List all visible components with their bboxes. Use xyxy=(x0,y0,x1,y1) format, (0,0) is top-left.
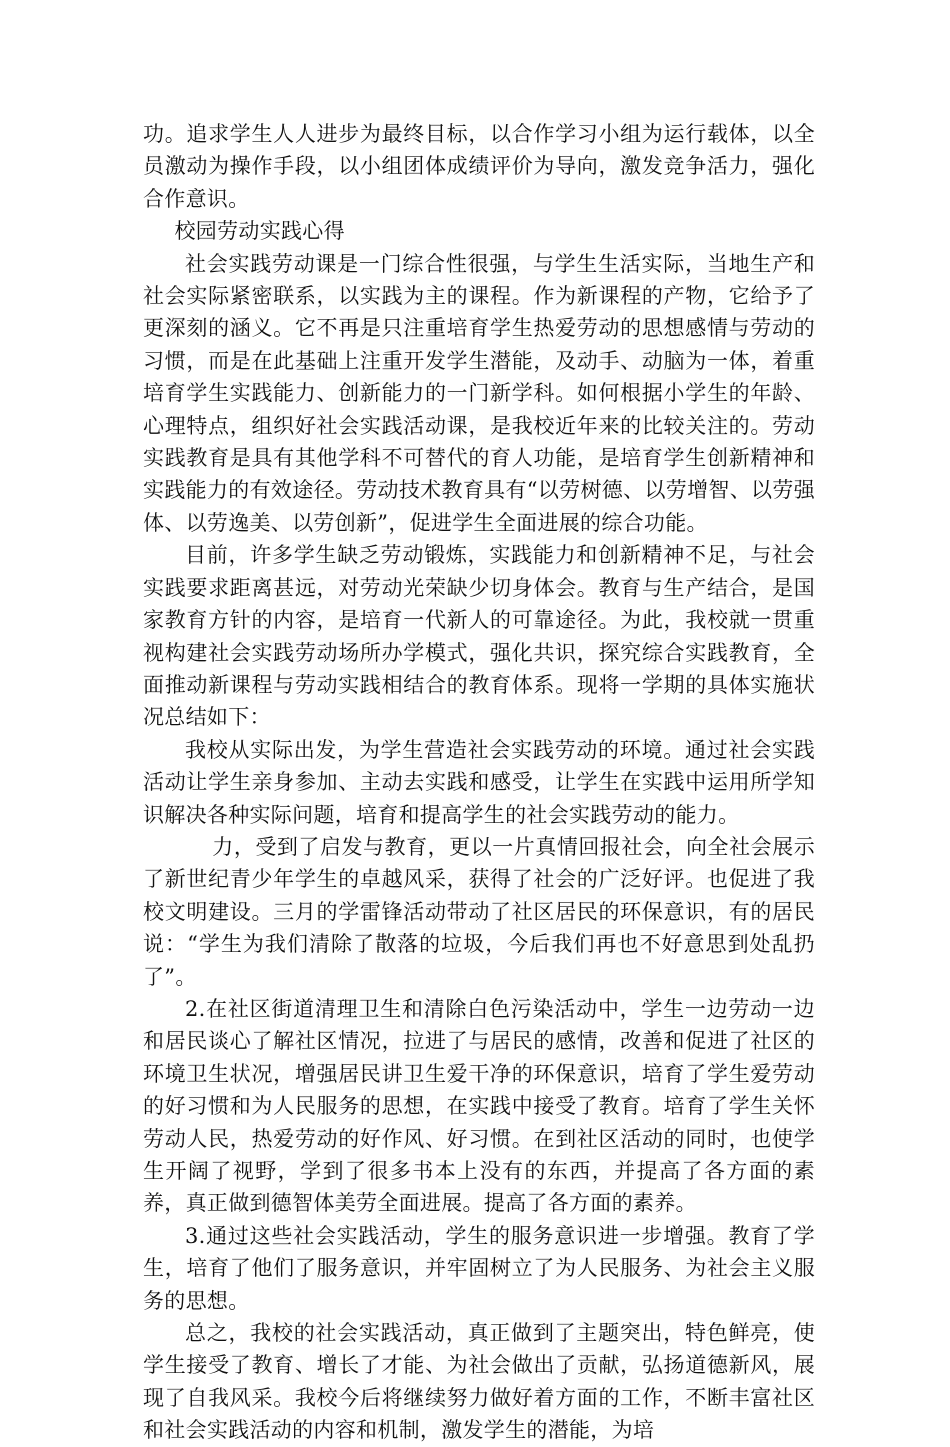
paragraph-inspiration: 力，受到了启发与教育，更以一片真情回报社会，向全社会展示了新世纪青少年学生的卓越风采，获得了社会的广泛好评。也促进了我校文明建设。三月的学雷锋活动带动了社区居民的环保意识，有的居民说：“学生为我们清除了散落的垃圾，今后我们再也不好意思到处乱扔了”。 xyxy=(143,834,815,989)
paragraph-point-3: 3.通过这些社会实践活动，学生的服务意识进一步增强。教育了学生，培育了他们了服务意识，并牢固树立了为人民服务、为社会主义服务的思想。 xyxy=(143,1223,815,1313)
paragraph-continuation: 功。追求学生人人进步为最终目标，以合作学习小组为运行载体，以全员激动为操作手段，以小组团体成绩评价为导向，激发竞争活力，强化合作意识。 xyxy=(143,122,815,211)
paragraph-summary: 总之，我校的社会实践活动，真正做到了主题突出，特色鲜亮，使学生接受了教育、增长了才能、为社会做出了贡献，弘扬道德新风，展现了自我风采。我校今后将继续努力做好着方面的工作，不断丰富社区和社会实践活动的内容和机制，激发学生的潜能，为培 xyxy=(143,1321,815,1443)
document-body xyxy=(143,118,815,1447)
paragraph-point-2: 2.在社区街道清理卫生和清除白色污染活动中，学生一边劳动一边和居民谈心了解社区情况，拉进了与居民的感情，改善和促进了社区的环境卫生状况，增强居民讲卫生爱干净的环保意识，培育了学生爱劳动的好习惯和为人民服务的思想，在实践中接受了教育。培育了学生关怀劳动人民，热爱劳动的好作风、好习惯。在到社区活动的同时，也使学生开阔了视野，学到了很多书本上没有的东西，并提高了各方面的素养，真正做到德智体美劳全面进展。提高了各方面的素养。 xyxy=(143,996,815,1216)
paragraph-current-situation: 目前，许多学生缺乏劳动锻炼，实践能力和创新精神不足，与社会实践要求距离甚远，对劳动光荣缺少切身体会。教育与生产结合，是国家教育方针的内容，是培育一代新人的可靠途径。为此，我校就一贯重视构建社会实践劳动场所办学模式，强化共识，探究综合实践教育，全面推动新课程与劳动实践相结合的教育体系。现将一学期的具体实施状况总结如下： xyxy=(143,543,815,730)
paragraph-environment: 我校从实际出发，为学生营造社会实践劳动的环境。通过社会实践活动让学生亲身参加、主动去实践和感受，让学生在实践中运用所学知识解决各种实际问题，培育和提高学生的社会实践劳动的能力。 xyxy=(143,737,815,827)
paragraph-intro: 社会实践劳动课是一门综合性很强，与学生生活实际，当地生产和社会实际紧密联系，以实践为主的课程。作为新课程的产物，它给予了更深刻的涵义。它不再是只注重培育学生热爱劳动的思想感情与劳动的习惯，而是在此基础上注重开发学生潜能，及动手、动脑为一体，着重培育学生实践能力、创新能力的一门新学科。如何根据小学生的年龄、心理特点，组织好社会实践活动课，是我校近年来的比较关注的。劳动实践教育是具有其他学科不可替代的育人功能，是培育学生创新精神和实践能力的有效途径。劳动技术教育具有“以劳树德、以劳增智、以劳强体、以劳逸美、以劳创新”，促进学生全面进展的综合功能。 xyxy=(143,251,815,535)
section-title: 校园劳动实践心得 xyxy=(174,219,345,244)
